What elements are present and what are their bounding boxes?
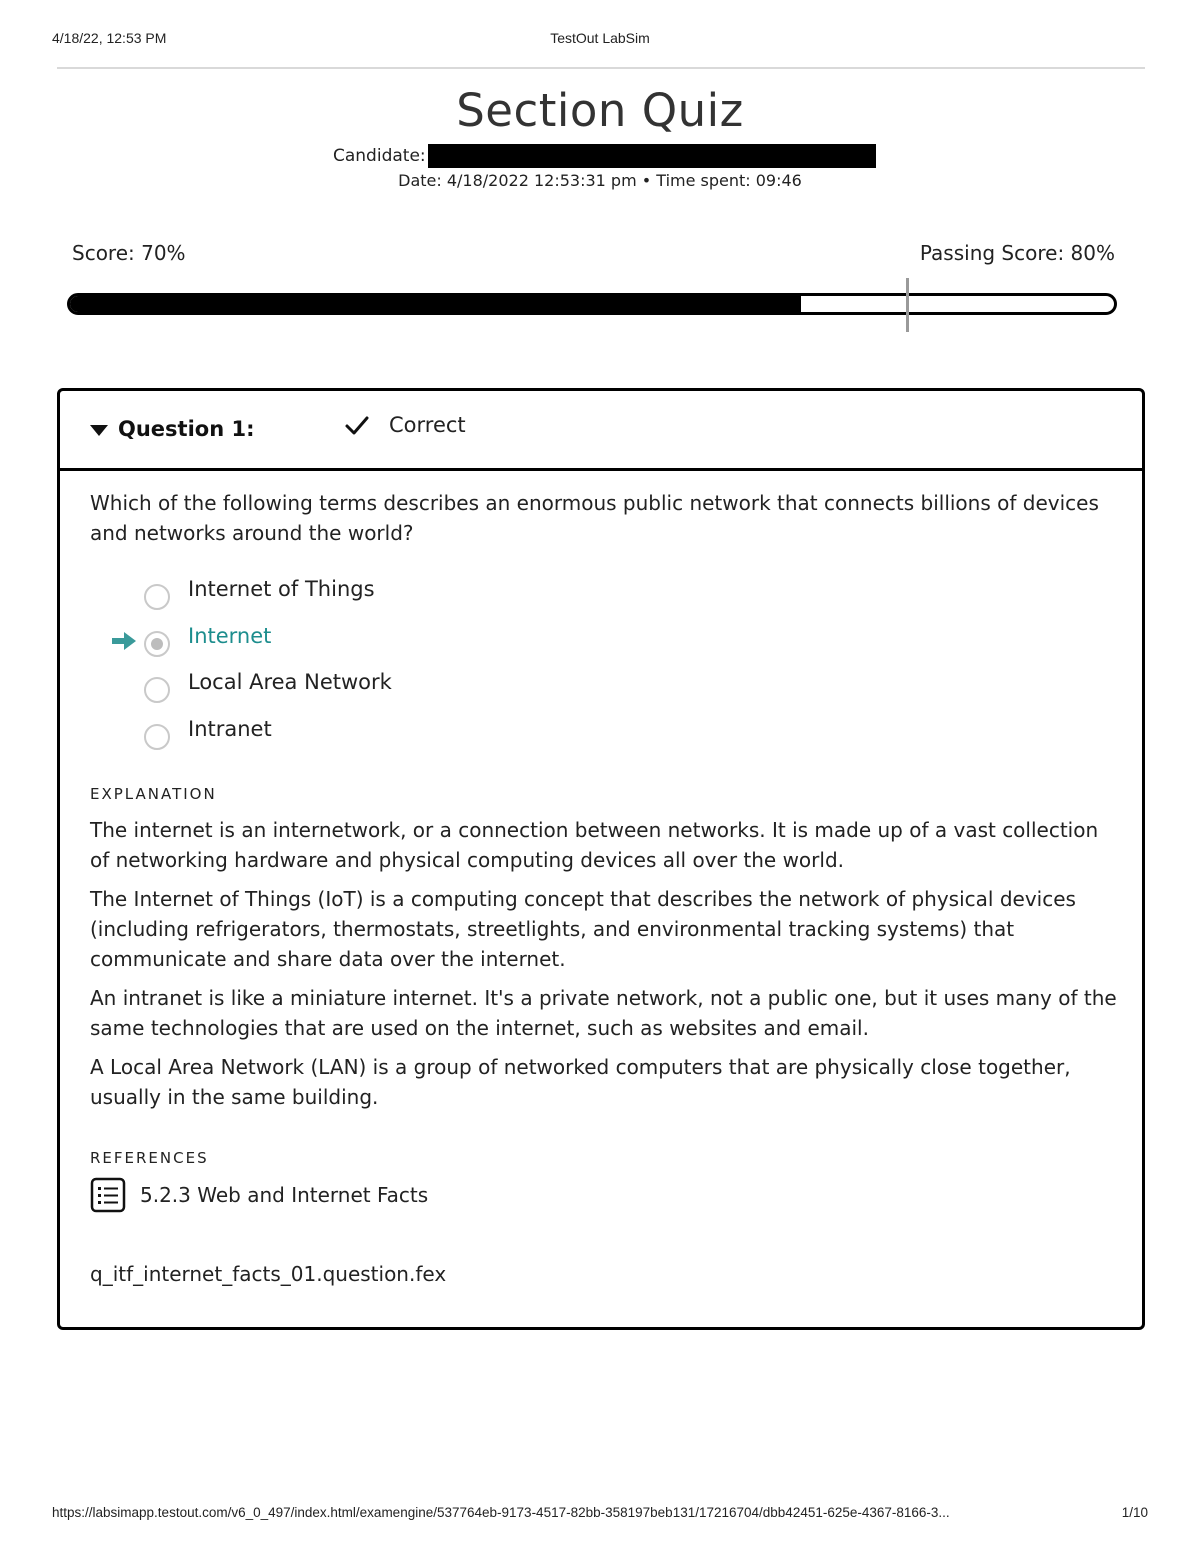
header-divider [57, 67, 1145, 69]
candidate-name-redacted [428, 144, 876, 168]
radio-button-selected[interactable] [144, 631, 170, 657]
page-title: Section Quiz [456, 84, 744, 137]
print-header [52, 30, 1148, 50]
candidate-row [333, 143, 876, 169]
answer-option-label: Intranet [188, 716, 272, 741]
reference-item[interactable] [90, 1176, 428, 1214]
question-file-id: q_itf_internet_facts_01.question.fex [90, 1262, 447, 1286]
explanation-paragraph: The Internet of Things (IoT) is a computing concept that describes the network of physical devices (including refrigerators, thermostats, streetlights, and environmental tracking systems) that communicate and share data over the internet. [90, 887, 1076, 971]
question-status: Correct [389, 413, 466, 437]
passing-score-marker [906, 278, 909, 332]
score-progress-fill [70, 296, 801, 312]
answer-option-label-correct: Internet [188, 623, 272, 648]
score-progress-bar [67, 293, 1117, 315]
radio-button[interactable] [144, 724, 170, 750]
page-number: 1/10 [1121, 1505, 1148, 1520]
question-card [57, 388, 1145, 1330]
question-text: Which of the following terms describes an enormous public network that connects billions of devices and networks around the world? [90, 491, 1099, 545]
print-url: https://labsimapp.testout.com/v6_0_497/index.html/examengine/537764eb-9173-4517-82bb-358197beb131/17216704/dbb42451-625e-4367-8166-3... [52, 1505, 950, 1520]
explanation-paragraph: An intranet is like a miniature internet. It's a private network, not a public one, but it uses many of the same technologies that are used on the internet, such as websites and email. [90, 986, 1117, 1040]
answer-option-label: Internet of Things [188, 577, 375, 601]
explanation-paragraph: A Local Area Network (LAN) is a group of networked computers that are physically close together, usually in the same building. [90, 1055, 1071, 1109]
answer-option[interactable] [110, 577, 710, 624]
reference-link[interactable]: 5.2.3 Web and Internet Facts [140, 1183, 429, 1207]
passing-score-label: Passing Score: 80% [919, 241, 1115, 265]
print-timestamp: 4/18/22, 12:53 PM [52, 30, 167, 46]
caret-down-icon[interactable] [90, 425, 108, 436]
answer-option[interactable] [110, 624, 710, 671]
question-header[interactable] [60, 391, 1142, 471]
print-footer [52, 1505, 1148, 1525]
candidate-label: Candidate: [333, 146, 426, 166]
radio-button[interactable] [144, 677, 170, 703]
radio-button[interactable] [144, 584, 170, 610]
list-document-icon [90, 1177, 126, 1213]
explanation-body [90, 815, 1120, 1121]
question-number: Question 1: [118, 417, 255, 441]
references-heading: REFERENCES [90, 1149, 209, 1167]
answer-option-label: Local Area Network [188, 670, 392, 694]
checkmark-icon [344, 413, 370, 439]
explanation-paragraph: The internet is an internetwork, or a connection between networks. It is made up of a vast collection of networking hardware and physical computing devices all over the world. [90, 818, 1099, 872]
answer-options [110, 577, 710, 763]
explanation-heading: EXPLANATION [90, 785, 217, 803]
date-time-spent: Date: 4/18/2022 12:53:31 pm • Time spent: 09:46 [398, 171, 802, 190]
correct-answer-arrow-icon [110, 630, 138, 652]
answer-option[interactable] [110, 717, 710, 764]
print-app-title: TestOut LabSim [550, 30, 650, 46]
score-label: Score: 70% [72, 241, 186, 265]
answer-option[interactable] [110, 670, 710, 717]
